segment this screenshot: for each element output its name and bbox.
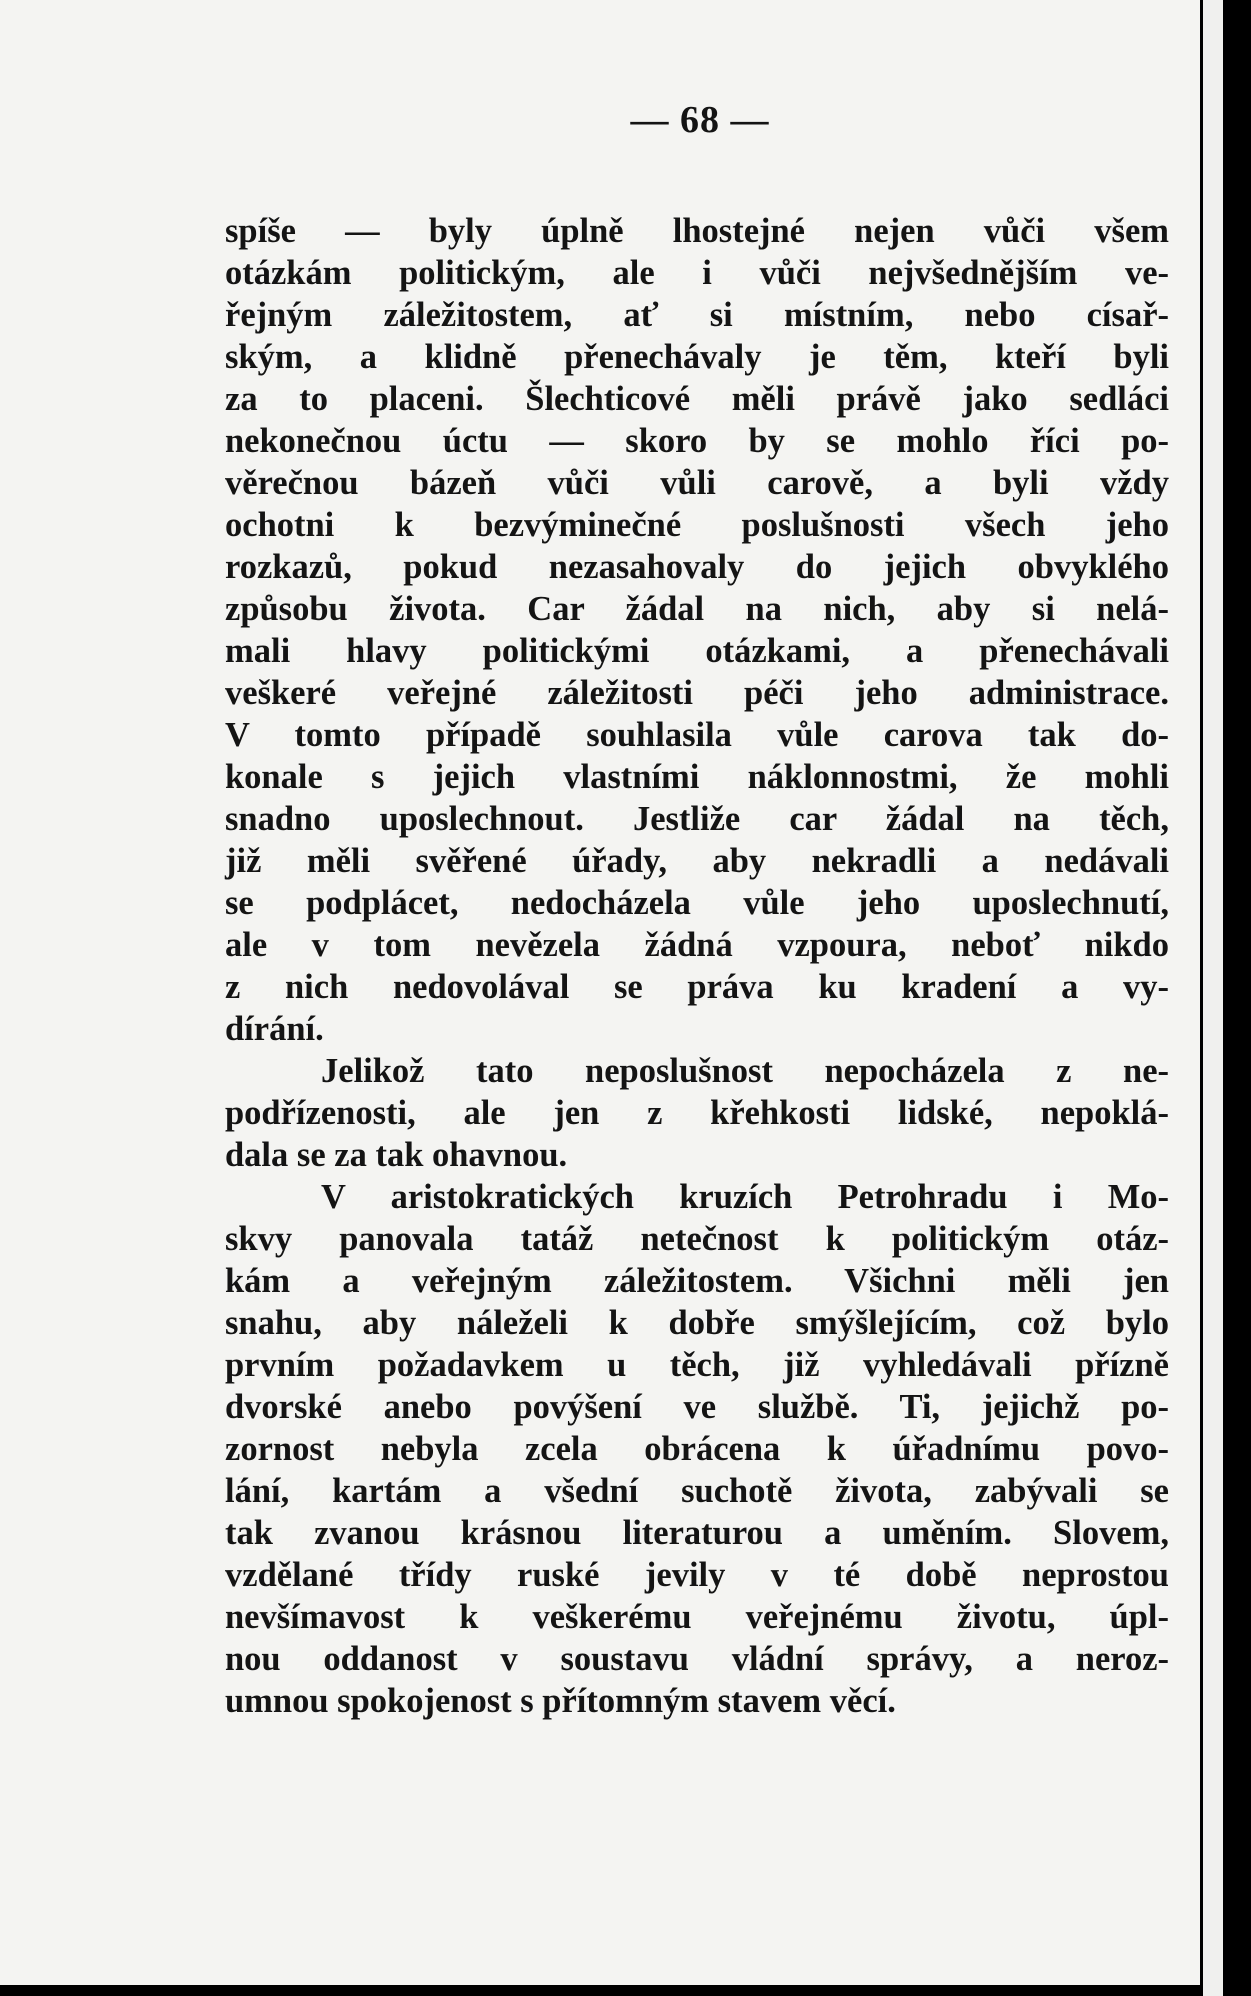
text-line: prvním požadavkem u těch, již vyhledávali přízně [225, 1346, 1169, 1384]
text-line: V tomto případě souhlasila vůle carova tak do- [225, 716, 1169, 754]
text-line: rozkazů, pokud nezasahovaly do jejich obvyklého [225, 548, 1169, 586]
text-line: podřízenosti, ale jen z křehkosti lidské, nepoklá- [225, 1094, 1169, 1132]
text-line: tak zvanou krásnou literaturou a uměním. Slovem, [225, 1514, 1169, 1552]
text-line: vzdělané třídy ruské jevily v té době neprostou [225, 1556, 1169, 1594]
page-edge-strip [1203, 0, 1223, 1996]
text-line: za to placeni. Šlechticové měli právě jako sedláci [225, 380, 1169, 418]
text-line: nevšímavost k veškerému veřejnému životu, úpl- [225, 1598, 1169, 1636]
text-line: Jelikož tato neposlušnost nepocházela z ne- [321, 1052, 1169, 1090]
text-line: způsobu života. Car žádal na nich, aby si nelá- [225, 590, 1169, 628]
text-line: V aristokratických kruzích Petrohradu i Mo- [321, 1178, 1169, 1216]
text-line: spíše — byly úplně lhostejné nejen vůči všem [225, 212, 1169, 250]
text-line: řejným záležitostem, ať si místním, nebo císař- [225, 296, 1169, 334]
text-line: nou oddanost v soustavu vládní správy, a neroz- [225, 1640, 1169, 1678]
text-line: snadno uposlechnout. Jestliže car žádal na těch, [225, 800, 1169, 838]
text-line: již měli svěřené úřady, aby nekradli a nedávali [225, 842, 1169, 880]
text-line: dala se za tak ohavnou. [225, 1136, 568, 1174]
text-line: dvorské anebo povýšení ve službě. Ti, jejichž po- [225, 1388, 1169, 1426]
text-line: nekonečnou úctu — skoro by se mohlo říci po- [225, 422, 1169, 460]
text-line: kám a veřejným záležitostem. Všichni měli jen [225, 1262, 1169, 1300]
text-line: lání, kartám a všední suchotě života, zabývali se [225, 1472, 1169, 1510]
text-line: mali hlavy politickými otázkami, a přenechávali [225, 632, 1169, 670]
text-line: z nich nedovolával se práva ku kradení a vy- [225, 968, 1169, 1006]
text-line: skvy panovala tatáž netečnost k politickým otáz- [225, 1220, 1169, 1258]
text-line: snahu, aby náleželi k dobře smýšlejícím, což bylo [225, 1304, 1169, 1342]
text-line: zornost nebyla zcela obrácena k úřadnímu povo- [225, 1430, 1169, 1468]
text-line: otázkám politickým, ale i vůči nejvšednějším ve- [225, 254, 1169, 292]
page-number: — 68 — [630, 99, 770, 141]
body-text [225, 210, 1169, 1722]
text-line: dírání. [225, 1010, 324, 1048]
text-line: veškeré veřejné záležitosti péči jeho administrace. [225, 674, 1169, 712]
text-line: umnou spokojenost s přítomným stavem věcí. [225, 1682, 896, 1720]
text-line: věrečnou bázeň vůči vůli carově, a byli vždy [225, 464, 1169, 502]
text-line: ale v tom nevězela žádná vzpoura, neboť nikdo [225, 926, 1169, 964]
text-line: ským, a klidně přenechávaly je těm, kteří byli [225, 338, 1169, 376]
text-line: ochotni k bezvýminečné poslušnosti všech jeho [225, 506, 1169, 544]
text-line: se podplácet, nedocházela vůle jeho uposlechnutí, [225, 884, 1169, 922]
text-line: konale s jejich vlastními náklonnostmi, že mohli [225, 758, 1169, 796]
